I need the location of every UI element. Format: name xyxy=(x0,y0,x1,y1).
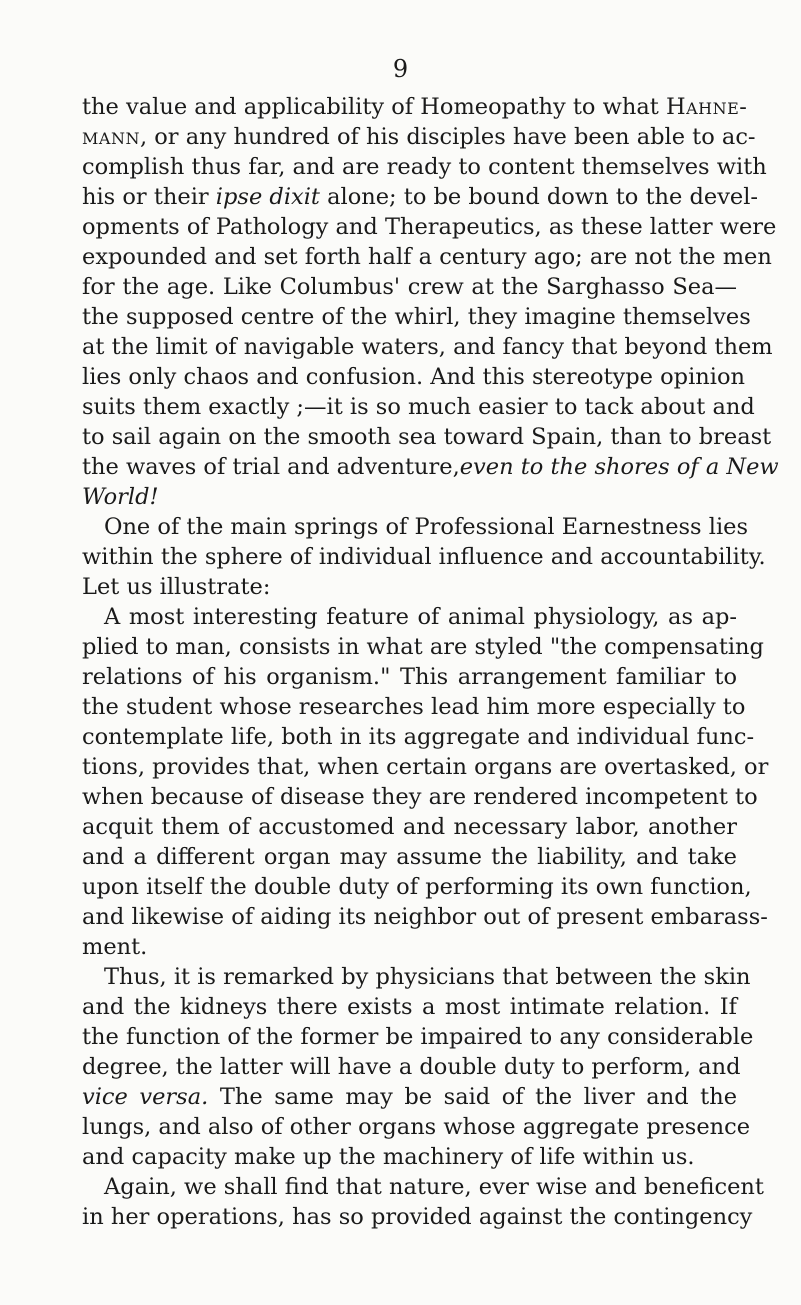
text-line: at the limit of navigable waters, and fancy that beyond them xyxy=(82,334,773,360)
text-line: vice versa. The same may be said of the liver and the xyxy=(82,1084,738,1110)
text-line: acquit them of accustomed and necessary labor, another xyxy=(82,814,737,840)
text-line: the student whose researches lead him more especially to xyxy=(82,694,746,720)
text-line: to sail again on the smooth sea toward Spain, than to breast xyxy=(82,424,772,450)
text-line: A most interesting feature of animal physiology, as ap- xyxy=(104,604,737,630)
text-line: and capacity make up the machinery of life within us. xyxy=(82,1144,695,1170)
emphasis-phrase: even to the shores of a New xyxy=(459,454,779,480)
text-line: suits them exactly ;—it is so much easier to tack about and xyxy=(82,394,755,420)
latin-phrase: ipse dixit xyxy=(215,184,320,210)
page-number: 9 xyxy=(392,55,409,83)
text-line: the function of the former be impaired to any considerable xyxy=(82,1024,754,1050)
text-line: within the sphere of individual influence and accountability. xyxy=(82,544,766,570)
text-line: One of the main springs of Professional Earnestness lies xyxy=(104,514,749,540)
text-line: lungs, and also of other organs whose aggregate presence xyxy=(82,1114,751,1140)
text-line: and a different organ may assume the liability, and take xyxy=(82,844,737,870)
text-line: complish thus far, and are ready to content themselves with xyxy=(82,154,767,180)
text-line: his or their ipse dixit alone; to be bound down to the devel- xyxy=(82,184,759,210)
text-line: in her operations, has so provided against the contingency xyxy=(82,1204,753,1230)
text-line: and likewise of aiding its neighbor out of present embarass- xyxy=(82,904,768,930)
text-line: upon itself the double duty of performing its own function, xyxy=(82,874,752,900)
author-name: mann xyxy=(82,124,140,150)
text-line: the supposed centre of the whirl, they imagine themselves xyxy=(82,304,751,330)
text-line: Thus, it is remarked by physicians that between the skin xyxy=(104,964,751,990)
text-line: mann, or any hundred of his disciples have been able to ac- xyxy=(82,124,756,150)
text-line: Let us illustrate: xyxy=(82,574,271,600)
paragraph-2 xyxy=(82,512,766,602)
paragraph-3 xyxy=(82,602,769,962)
text-line: and the kidneys there exists a most intimate relation. If xyxy=(82,994,737,1020)
text-line: plied to man, consists in what are styled "the compensating xyxy=(82,634,764,660)
paragraph-4 xyxy=(82,962,754,1172)
text-line: lies only chaos and confusion. And this stereotype opinion xyxy=(82,364,745,390)
text-line: opments of Pathology and Therapeutics, as these latter were xyxy=(82,214,777,240)
latin-phrase: vice versa. xyxy=(82,1084,209,1110)
text-line: contemplate life, both in its aggregate and individual func- xyxy=(82,724,755,750)
text-line: relations of his organism." This arrangement familiar to xyxy=(82,664,737,690)
text-line: degree, the latter will have a double duty to perform, and xyxy=(82,1054,741,1080)
text-line: World! xyxy=(82,484,159,510)
text-line: the waves of trial and adventure,even to the shores of a New xyxy=(82,454,779,480)
author-name: Hahne- xyxy=(665,94,748,120)
text-line: when because of disease they are rendered incompetent to xyxy=(82,784,758,810)
text-line: ment. xyxy=(82,934,148,960)
paragraph-1 xyxy=(82,92,779,512)
text-line: Again, we shall find that nature, ever wise and beneficent xyxy=(104,1174,764,1200)
paragraph-5 xyxy=(82,1172,764,1232)
text-line: for the age. Like Columbus' crew at the Sarghasso Sea— xyxy=(82,274,737,300)
text-line: expounded and set forth half a century ago; are not the men xyxy=(82,244,772,270)
text-line: the value and applicability of Homeopathy to what Hahne- xyxy=(82,94,748,120)
text-line: tions, provides that, when certain organs are overtasked, or xyxy=(82,754,769,780)
body-text xyxy=(82,92,779,1232)
